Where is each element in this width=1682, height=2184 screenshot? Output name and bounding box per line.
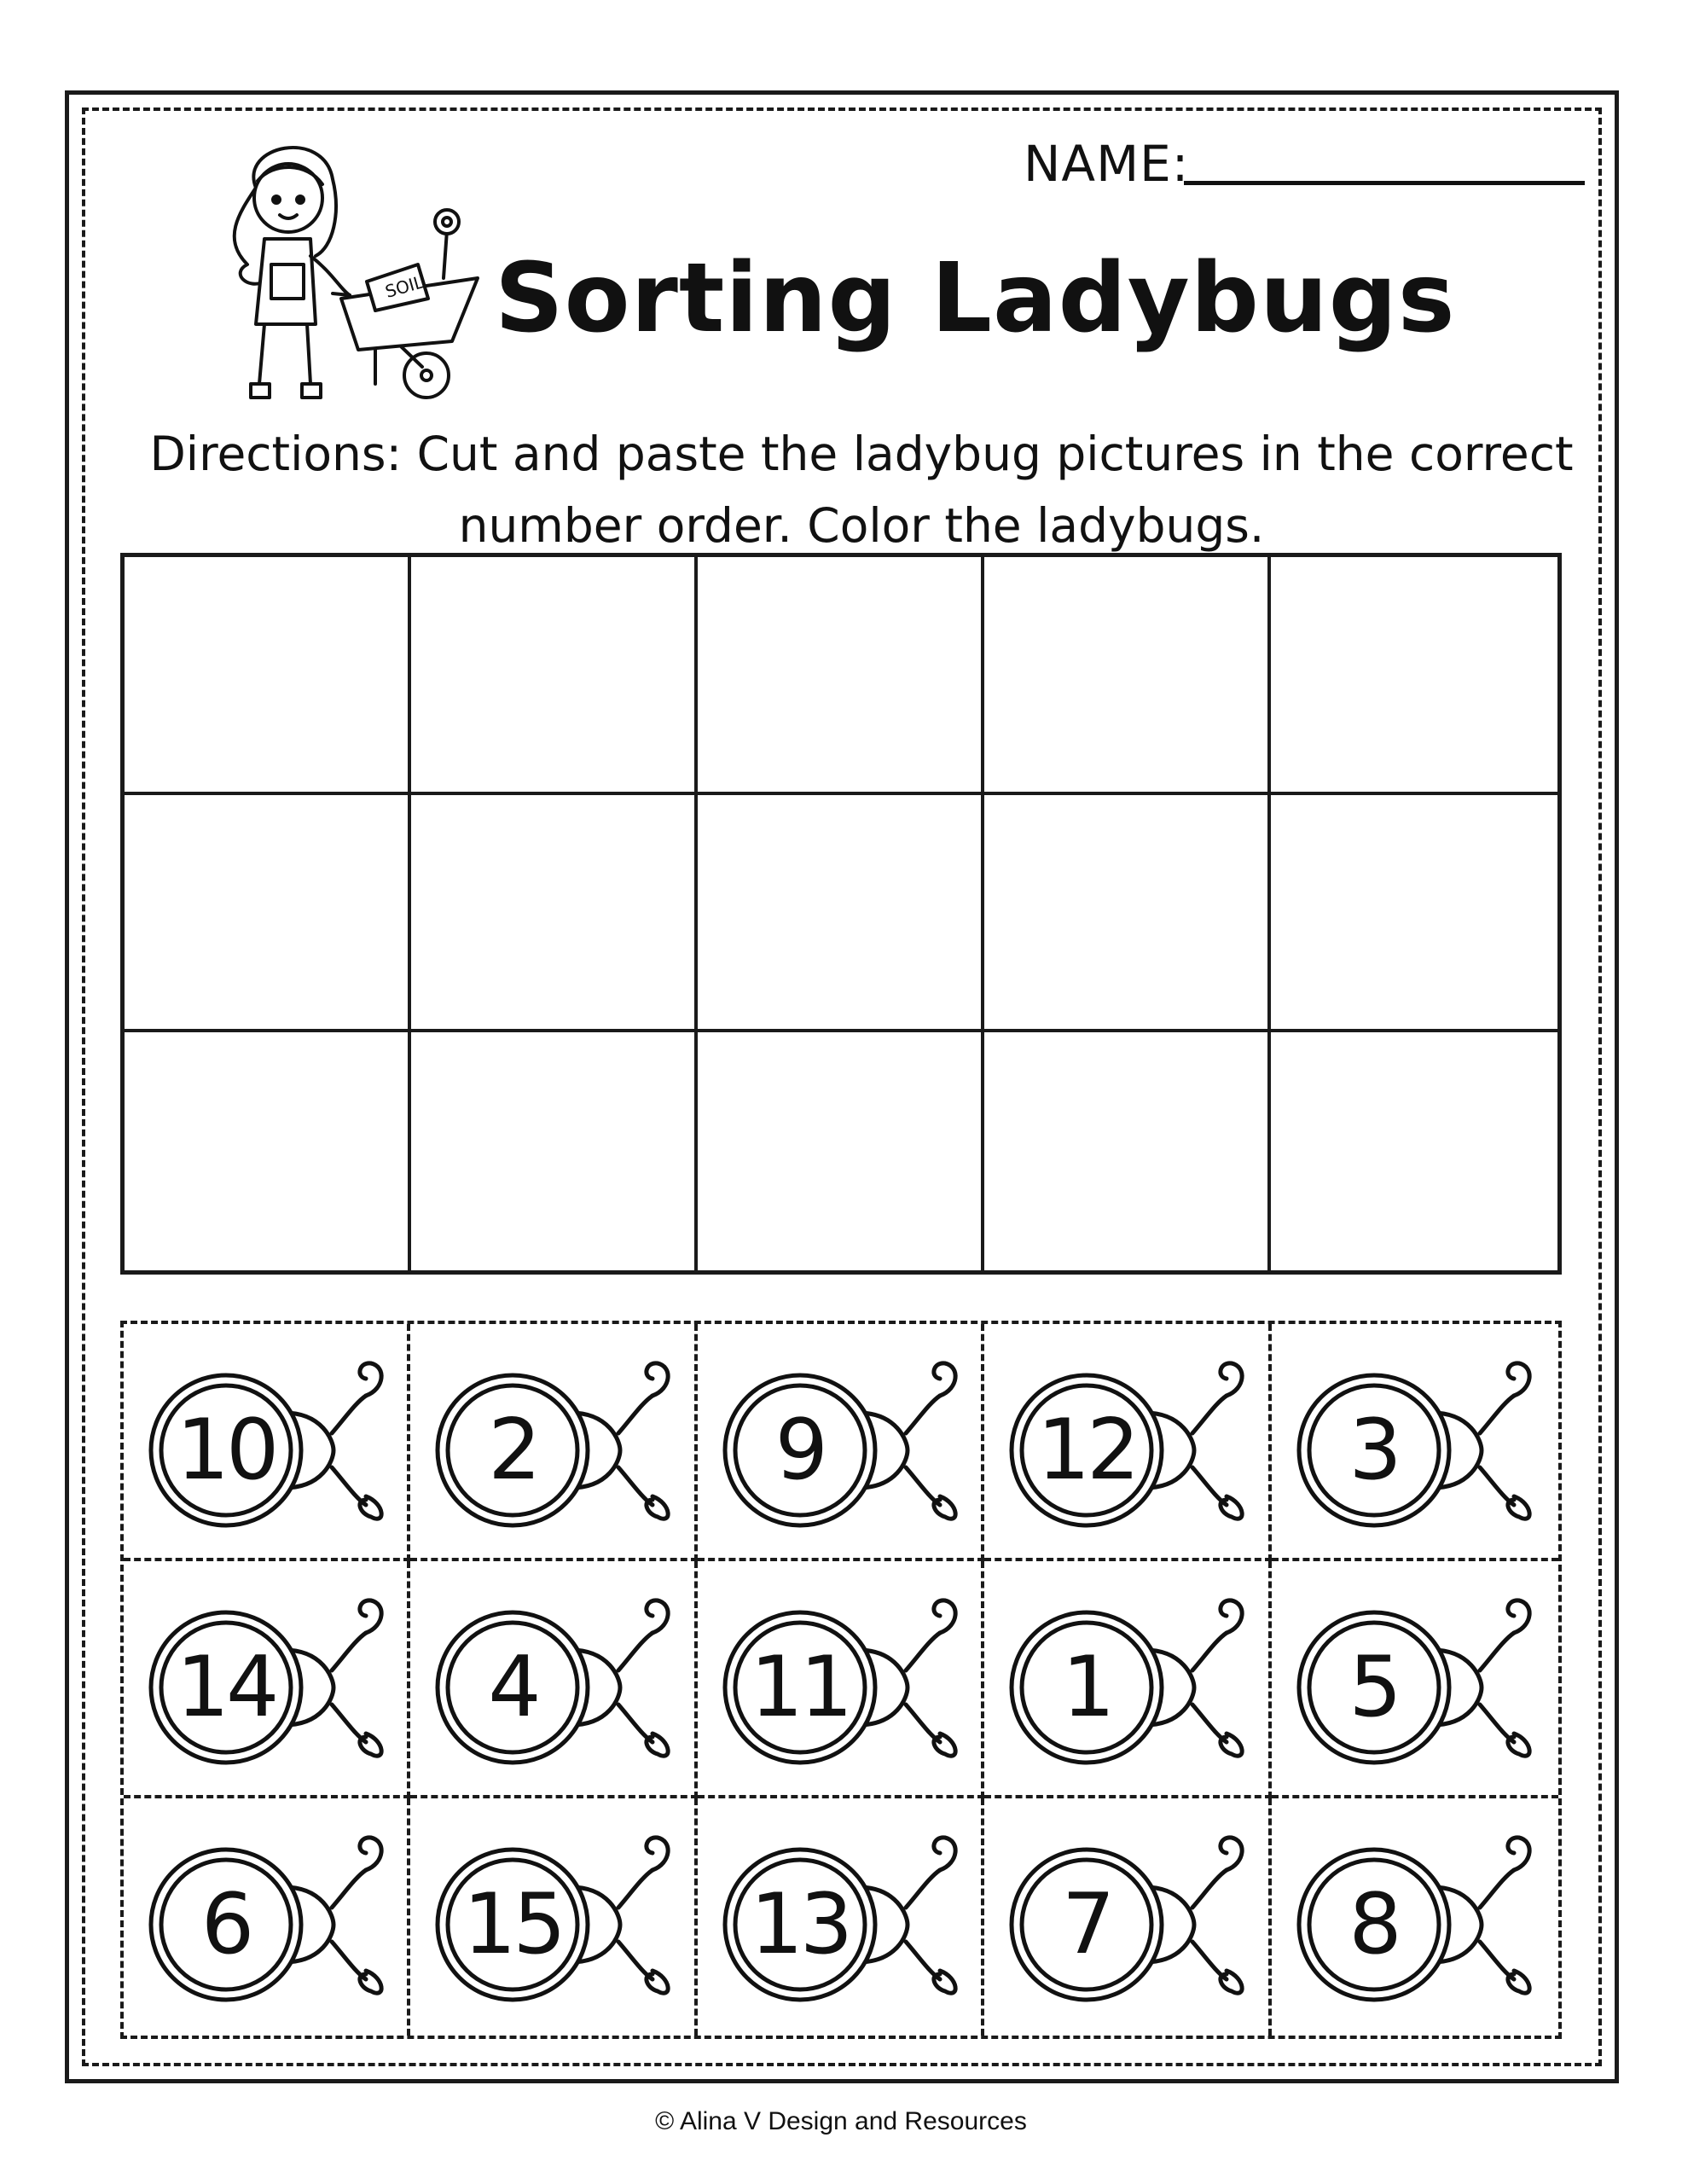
ladybug-card[interactable] <box>698 1798 984 2036</box>
ladybug-card[interactable] <box>410 1798 697 2036</box>
answer-box[interactable] <box>698 557 984 795</box>
ladybug-card[interactable] <box>984 1324 1271 1561</box>
ladybug-card[interactable] <box>124 1798 410 2036</box>
directions-line-1: Directions: Cut and paste the ladybug pictures in the correct <box>149 427 1574 481</box>
ladybug-number: 10 <box>176 1402 276 1499</box>
ladybug-number: 6 <box>200 1876 252 1973</box>
ladybug-card[interactable] <box>698 1324 984 1561</box>
soil-label: SOIL <box>382 271 426 302</box>
answer-box[interactable] <box>125 1032 411 1270</box>
cutout-grid <box>120 1321 1562 2039</box>
answer-box[interactable] <box>411 1032 698 1270</box>
ladybug-card[interactable] <box>1272 1561 1558 1798</box>
answer-box[interactable] <box>984 1032 1271 1270</box>
worksheet-title: Sorting Ladybugs <box>495 243 1456 354</box>
answer-box[interactable] <box>411 795 698 1033</box>
gardener-with-wheelbarrow-icon <box>205 128 486 418</box>
answer-box[interactable] <box>984 557 1271 795</box>
ladybug-number: 11 <box>750 1639 850 1736</box>
ladybug-number: 8 <box>1348 1876 1399 1973</box>
answer-box[interactable] <box>1271 1032 1557 1270</box>
ladybug-number: 15 <box>463 1876 563 1973</box>
directions <box>136 418 1586 561</box>
ladybug-number: 14 <box>176 1639 276 1736</box>
ladybug-card[interactable] <box>124 1324 410 1561</box>
answer-box[interactable] <box>125 557 411 795</box>
ladybug-number: 13 <box>750 1876 850 1973</box>
name-input-line[interactable] <box>1184 181 1585 185</box>
ladybug-card[interactable] <box>410 1324 697 1561</box>
ladybug-card[interactable] <box>1272 1324 1558 1561</box>
ladybug-number: 2 <box>488 1402 538 1499</box>
name-label: NAME: <box>1024 135 1190 193</box>
ladybug-number: 7 <box>1062 1876 1112 1973</box>
answer-box[interactable] <box>1271 795 1557 1033</box>
ladybug-card[interactable] <box>1272 1798 1558 2036</box>
ladybug-number: 12 <box>1036 1402 1137 1499</box>
ladybug-number: 9 <box>774 1402 825 1499</box>
copyright-footer: © Alina V Design and Resources <box>655 2107 1027 2135</box>
answer-box[interactable] <box>984 795 1271 1033</box>
ladybug-number: 3 <box>1348 1402 1399 1499</box>
answer-grid <box>120 553 1562 1275</box>
ladybug-card[interactable] <box>410 1561 697 1798</box>
ladybug-number: 5 <box>1348 1639 1399 1736</box>
ladybug-card[interactable] <box>698 1561 984 1798</box>
ladybug-number: 4 <box>488 1639 538 1736</box>
ladybug-card[interactable] <box>124 1561 410 1798</box>
answer-box[interactable] <box>698 1032 984 1270</box>
directions-line-2: number order. Color the ladybugs. <box>458 498 1265 553</box>
answer-box[interactable] <box>411 557 698 795</box>
ladybug-card[interactable] <box>984 1798 1271 2036</box>
answer-box[interactable] <box>1271 557 1557 795</box>
ladybug-number: 1 <box>1062 1639 1112 1736</box>
answer-box[interactable] <box>125 795 411 1033</box>
ladybug-card[interactable] <box>984 1561 1271 1798</box>
answer-box[interactable] <box>698 795 984 1033</box>
